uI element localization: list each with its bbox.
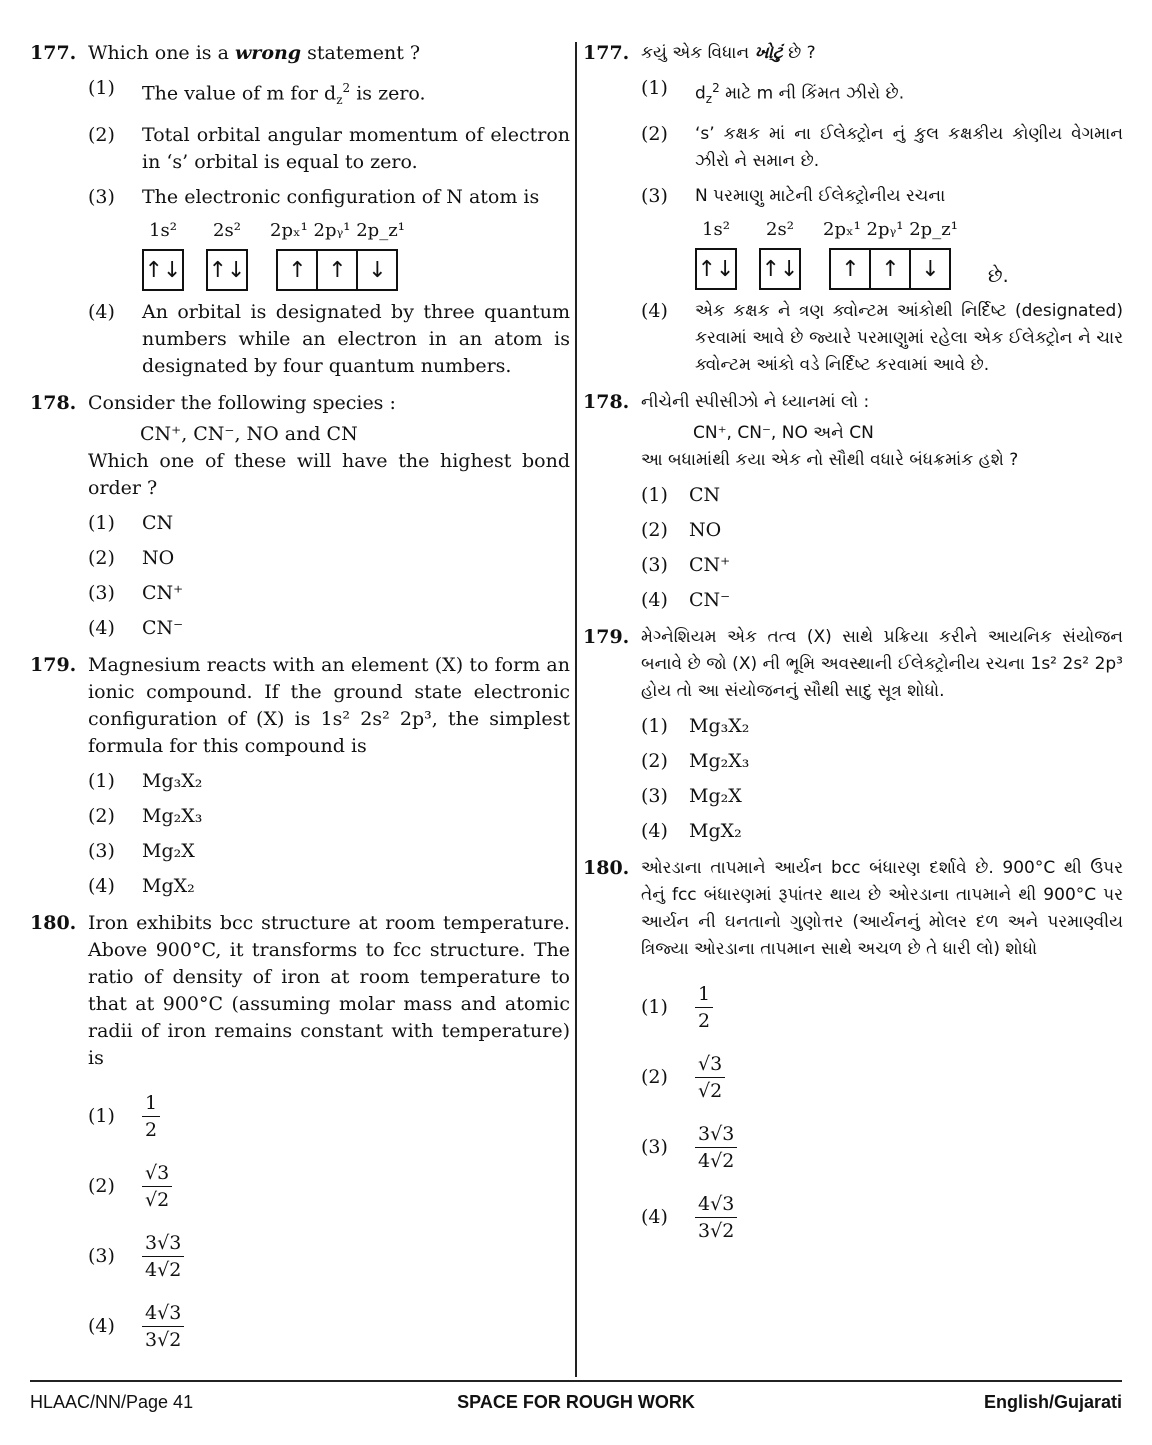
option-2: (2) Total orbital angular momentum of electron in ‘s’ orbital is equal to zero.	[88, 124, 570, 174]
option-3: (3) $\frac{3√3}{4√2}$	[88, 1230, 570, 1282]
option-1: (1) CN	[641, 484, 721, 507]
option-1: (1) Mg₃X₂	[88, 770, 203, 793]
option-3: (3) CN⁺	[641, 554, 731, 577]
option-1: (1) The value of m for $d_z^2$ is zero.	[88, 77, 426, 108]
option-2: (2) Mg₂X₃	[88, 805, 203, 828]
question-177-gu: 177. કયું એક વિધાન ખોટું છે ? (1) $d_z^2$ માટે m ની કિંમત ઝીરો છે. (2) ‘s’ કક્ષક માં ના ઈલેક્ટ્રોન નું કુલ કક્ષકીય કોણીય વેગમાન ઝીરો ને સમાન છે. (3) N પરમાણુ માટેની ઈલેક્ટ્રોનીય રચના 1s² ↑↓ 2s² ↑↓ 2pₓ¹ 2pᵧ¹ 2p_z¹ ↑ ↑ ↓ છે. (4) એક કક્ષક ને ત્રણ ક્વોન્ટમ આંકોથી નિર્દિષ્ટ (designated) કરવામાં આવે છે જ્યારે પરમાણુમાં રહેલા એક ઈલેક્ટ્રોન ને ચાર ક્વોન્ટમ આંકો વડે નિર્દિષ્ટ કરવામાં આવે છે.	[583, 40, 1123, 379]
question-179-gu: 179. મેગ્નેશિયમ એક તત્વ (X) સાથે પ્રક્રિયા કરીને આયનિક સંયોજન બનાવે છે જો (X) ની ભૂમિ અવસ્થાની ઈલેક્ટ્રોનીય રચના 1s² 2s² 2p³ હોય તો આ સંયોજનનું સૌથી સાદુ સૂત્ર શોધો. (1) Mg₃X₂ (2) Mg₂X₃ (3) Mg₂X (4) MgX₂	[583, 624, 1123, 845]
option-2: (2) $\frac{√3}{√2}$	[88, 1160, 570, 1212]
orbital-box: ↑	[276, 249, 318, 291]
gujarati-column	[583, 40, 1123, 1253]
page-id: HLAAC/NN/Page 41	[30, 1392, 194, 1412]
question-177-en	[30, 40, 570, 380]
orbital-box: ↑↓	[206, 249, 248, 291]
option-2: (2) $\frac{√3}{√2}$	[641, 1051, 1123, 1103]
question-180-en: 180. Iron exhibits bcc structure at room temperature. Above 900°C, it transforms to fcc structure. The ratio of density of iron at room temperature to that at 900°C (assuming molar mass and atomic radii of iron remains constant with temperature) is (1) $\frac{1}{2}$ (2) $\frac{√3}{√2}$ (3) $\frac{3√3}{4√2}$ (4) $\frac{4√3}{3√2}$	[30, 912, 570, 1351]
question-number: 177.	[30, 42, 77, 64]
fraction: $\frac{4√3}{3√2}$	[695, 1193, 737, 1242]
fraction: $\frac{√3}{√2}$	[695, 1053, 725, 1102]
orbital-box: ↑↓	[759, 248, 801, 290]
rough-work-label: SPACE FOR ROUGH WORK	[457, 1392, 695, 1412]
option-2: (2) ‘s’ કક્ષક માં ના ઈલેક્ટ્રોન નું કુલ કક્ષકીય કોણીય વેગમાન ઝીરો ને સમાન છે.	[641, 123, 1123, 172]
option-3: (3) $\frac{3√3}{4√2}$	[641, 1121, 1123, 1173]
orbital-box: ↑↓	[142, 249, 184, 291]
orbital-box: ↑	[869, 248, 911, 290]
option-4: (4) CN⁻	[88, 617, 184, 640]
option-2: (2) Mg₂X₃	[641, 750, 750, 773]
option-4: (4) $\frac{4√3}{3√2}$	[641, 1191, 1123, 1243]
orbital-diagram: 1s² ↑↓ 2s² ↑↓ 2pₓ¹ 2pᵧ¹ 2p_z¹ ↑ ↑ ↓	[142, 217, 570, 291]
option-1: (1) $\frac{1}{2}$	[641, 981, 1123, 1033]
option-4: (4) An orbital is designated by three quantum numbers while an electron in an atom is designated by four quantum numbers.	[88, 301, 570, 378]
fraction: $\frac{1}{2}$	[695, 983, 713, 1032]
orbital-box: ↑	[829, 248, 871, 290]
fraction: $\frac{3√3}{4√2}$	[695, 1123, 737, 1172]
column-divider	[575, 42, 577, 1377]
question-178-en: 178. Consider the following species : CN⁺, CN⁻, NO and CN Which one of these will have the highest bond order ? (1) CN (2) NO (3) CN⁺ (4) CN⁻	[30, 390, 570, 642]
fraction: $\frac{√3}{√2}$	[142, 1162, 172, 1211]
fraction: $\frac{1}{2}$	[142, 1092, 160, 1141]
option-4: (4) એક કક્ષક ને ત્રણ ક્વોન્ટમ આંકોથી નિર્દિષ્ટ (designated) કરવામાં આવે છે જ્યારે પરમાણુમાં રહેલા એક ઈલેક્ટ્રોન ને ચાર ક્વોન્ટમ આંકો વડે નિર્દિષ્ટ કરવામાં આવે છે.	[641, 300, 1123, 376]
orbital-box: ↑↓	[695, 248, 737, 290]
option-1: (1) $d_z^2$ માટે m ની કિંમત ઝીરો છે.	[641, 77, 905, 107]
footer-rule	[30, 1380, 1122, 1382]
orbital-box: ↓	[909, 248, 951, 290]
language-label: English/Gujarati	[983, 1392, 1122, 1412]
question-179-en: 179. Magnesium reacts with an element (X) to form an ionic compound. If the ground state electronic configuration of (X) is 1s² 2s² 2p³, the simplest formula for this compound is (1) Mg₃X₂ (2) Mg₂X₃ (3) Mg₂X (4) MgX₂	[30, 652, 570, 900]
fraction: $\frac{4√3}{3√2}$	[142, 1302, 184, 1351]
english-column	[30, 40, 570, 1362]
option-4: (4) MgX₂	[641, 820, 742, 843]
option-1: (1) Mg₃X₂	[641, 715, 750, 738]
option-3: (3) Mg₂X	[88, 840, 195, 863]
option-4: (4) MgX₂	[88, 875, 195, 898]
option-2: (2) NO	[88, 547, 175, 570]
option-3: (3) The electronic configuration of N atom is 1s² ↑↓ 2s² ↑↓ 2pₓ¹ 2pᵧ¹ 2p_z¹ ↑ ↑ ↓	[88, 184, 570, 291]
orbital-box: ↓	[356, 249, 398, 291]
question-178-gu: 178. નીચેની સ્પીસીઝો ને ધ્યાનમાં લો : CN⁺, CN⁻, NO અને CN આ બધામાંથી કયા એક નો સૌથી વધારે બંધક્રમાંક હશે ? (1) CN (2) NO (3) CN⁺ (4) CN⁻	[583, 389, 1123, 614]
option-1: (1) CN	[88, 512, 174, 535]
orbital-box: ↑	[316, 249, 358, 291]
option-4: (4) $\frac{4√3}{3√2}$	[88, 1300, 570, 1352]
fraction: $\frac{3√3}{4√2}$	[142, 1232, 184, 1281]
orbital-diagram: 1s² ↑↓ 2s² ↑↓ 2pₓ¹ 2pᵧ¹ 2p_z¹ ↑ ↑ ↓ છે.	[695, 216, 1123, 290]
option-3: (3) CN⁺	[88, 582, 184, 605]
question-180-gu: 180. ઓરડાના તાપમાને આર્યન bcc બંધારણ દર્શાવે છે. 900°C થી ઉપર તેનું fcc બંધારણમાં રૂપાંતર થાય છે ઓરડાના તાપમાને થી 900°C પર આર્યન ની ઘનતાનો ગુણોત્તર (આર્યનનું મોલર દળ અને પરમાણ્વીય ત્રિજ્યા ઓરડાના તાપમાન સાથે અચળ છે તે ધારી લો) શોધો (1) $\frac{1}{2}$ (2) $\frac{√3}{√2}$ (3) $\frac{3√3}{4√2}$ (4) $\frac{4√3}{3√2}$	[583, 857, 1123, 1242]
question-stem: Which one is a wrong statement ?	[88, 42, 421, 64]
option-4: (4) CN⁻	[641, 589, 731, 612]
option-2: (2) NO	[641, 519, 722, 542]
option-3: (3) N પરમાણુ માટેની ઈલેક્ટ્રોનીય રચના 1s² ↑↓ 2s² ↑↓ 2pₓ¹ 2pᵧ¹ 2p_z¹ ↑ ↑ ↓ છે.	[641, 183, 1123, 290]
option-3: (3) Mg₂X	[641, 785, 742, 808]
option-1: (1) $\frac{1}{2}$	[88, 1090, 570, 1142]
